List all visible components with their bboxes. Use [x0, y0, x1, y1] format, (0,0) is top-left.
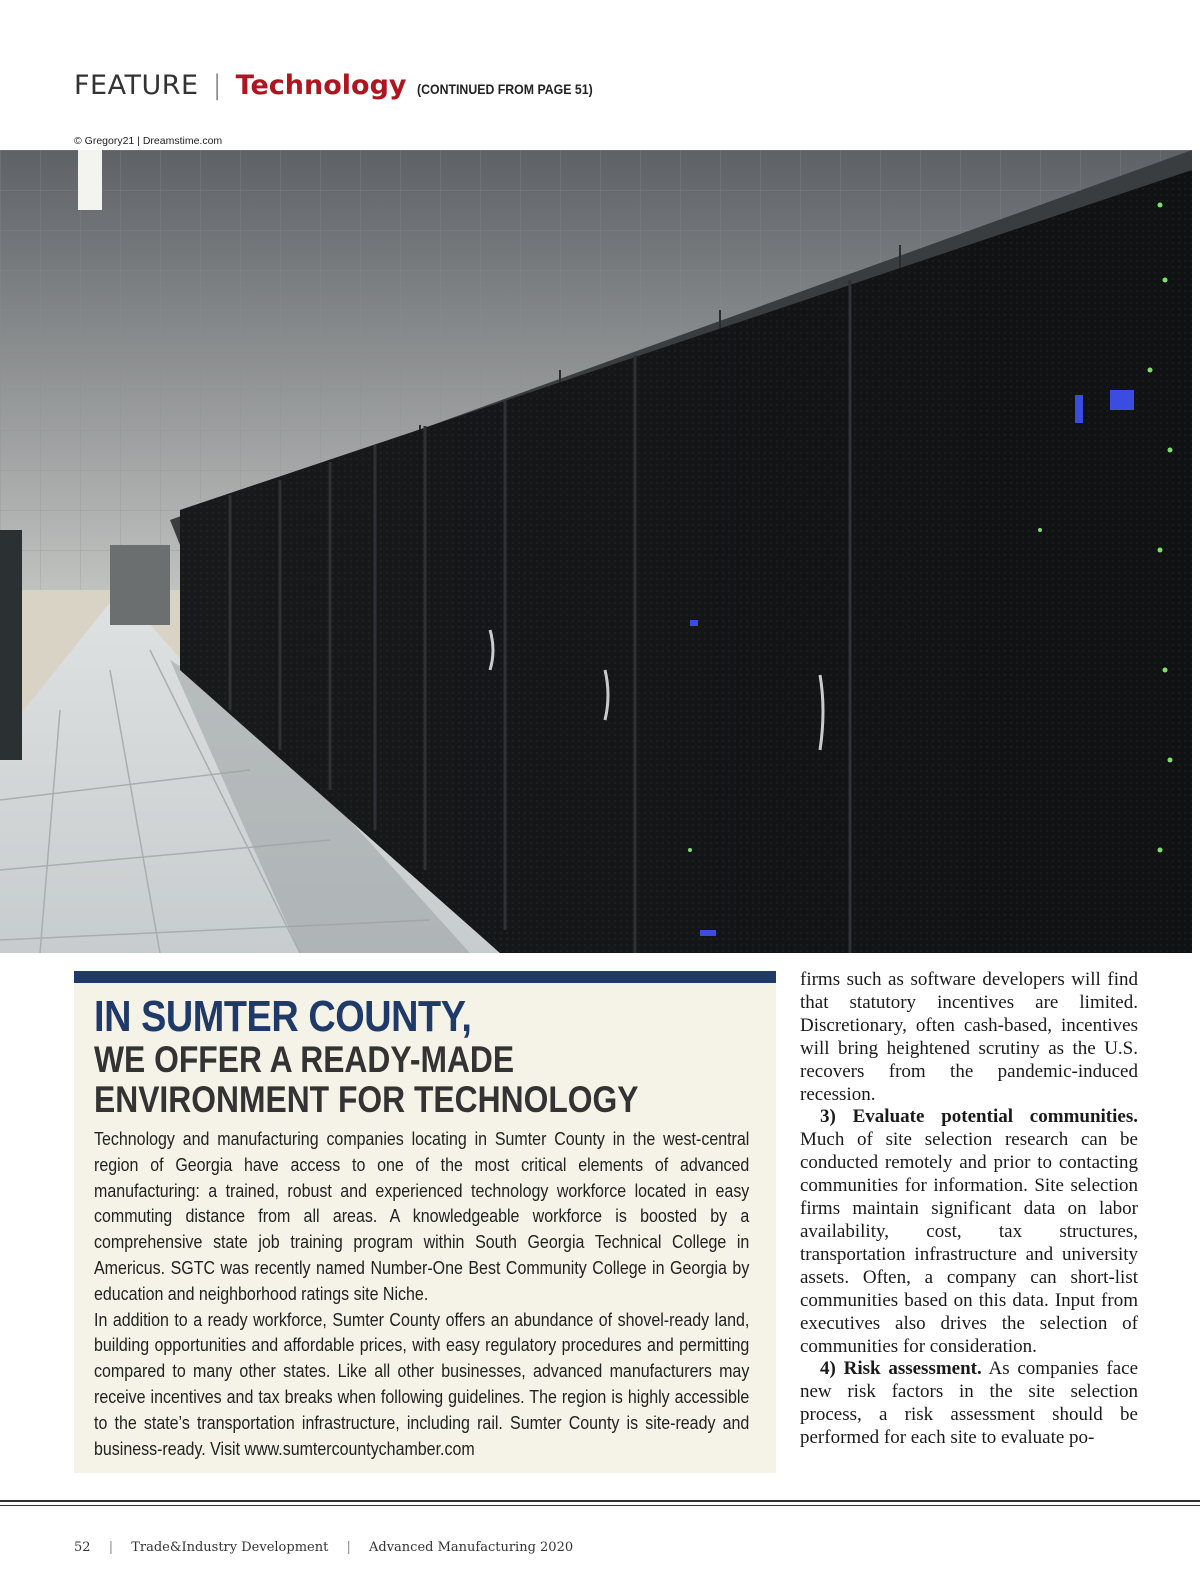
continued-note: (CONTINUED FROM PAGE 51): [416, 81, 593, 97]
publication-name: Trade&Industry Development: [131, 1540, 329, 1555]
feature-label: FEATURE: [74, 70, 199, 101]
sidebar-headline-2: WE OFFER A READY-MADE: [94, 1039, 515, 1080]
sidebar-paragraph-2: In addition to a ready workforce, Sumter County offers an abundance of shovel-ready land, building opportunities and affordable prices, with easy regulatory procedures and permitting compared to many other states. Like all other businesses, advanced manufacturers may receive incentives and tax breaks when following guidelines. The region is highly accessible to the state’s transportation infrastructure, including rail. Sumter County is site-ready and business-ready. Visit www.sumtercountychamber.com: [94, 1308, 750, 1459]
footer-separator: |: [108, 1540, 114, 1555]
header-separator: |: [212, 70, 222, 101]
sidebar-paragraph-1: Technology and manufacturing companies locating in Sumter County in the west-central region of Georgia have access to one of the most critical elements of advanced manufacturing: a trained, robust and experienced technology workforce located in easy commuting distance from all areas. A knowledgeable workforce is boosted by a comprehensive state job training program within South Georgia Technical College in Americus. SGTC was recently named Number-One Best Community College in Georgia by education and neighborhood ratings site Niche.: [94, 1128, 750, 1304]
sumter-county-sidebar: [74, 983, 776, 1473]
footer-rule: [0, 1505, 1200, 1506]
data-center-photo: [0, 150, 1192, 953]
section-title: Technology: [235, 70, 407, 101]
step-heading: 4) Risk assessment.: [820, 1358, 982, 1380]
article-paragraph: [800, 1106, 1138, 1358]
footer-rule: [0, 1500, 1200, 1502]
article-paragraph: firms such as software developers will find that statutory incentives are limited. Discretionary, often cash-based, incentives will bring heightened scrutiny as the U.S. recovers from the pandemic-induced recession.: [800, 969, 1138, 1105]
sidebar-headline-3: ENVIRONMENT FOR TECHNOLOGY: [94, 1079, 639, 1120]
page-number: 52: [74, 1540, 91, 1555]
sidebar-top-rule: [74, 971, 776, 983]
footer-separator: |: [346, 1540, 351, 1555]
sidebar-headline-1: IN SUMTER COUNTY,: [94, 992, 472, 1041]
step-heading: 3) Evaluate potential communities.: [820, 1106, 1138, 1128]
step-text: Much of site selection research can be conducted remotely and prior to contacting communities for information. Site selection firms maintain significant data on labor availability, cost, tax structures, transportation infrastructure and university assets. Often, a company can short-list communities based on this data. Input from executives also drives the selection of communities for consideration.: [800, 1129, 1138, 1357]
photo-credit: © Gregory21 | Dreamstime.com: [74, 135, 223, 147]
article-paragraph: [800, 1358, 1138, 1450]
issue-name: Advanced Manufacturing 2020: [368, 1540, 574, 1555]
sidebar-body: [94, 1126, 749, 1461]
step-text: As companies face new risk factors in the site selection process, a risk assessment should be performed for each site to evaluate po-: [800, 1358, 1139, 1449]
page-footer: [74, 1540, 573, 1555]
article-column: [800, 969, 1138, 1450]
page-header: [74, 70, 616, 110]
